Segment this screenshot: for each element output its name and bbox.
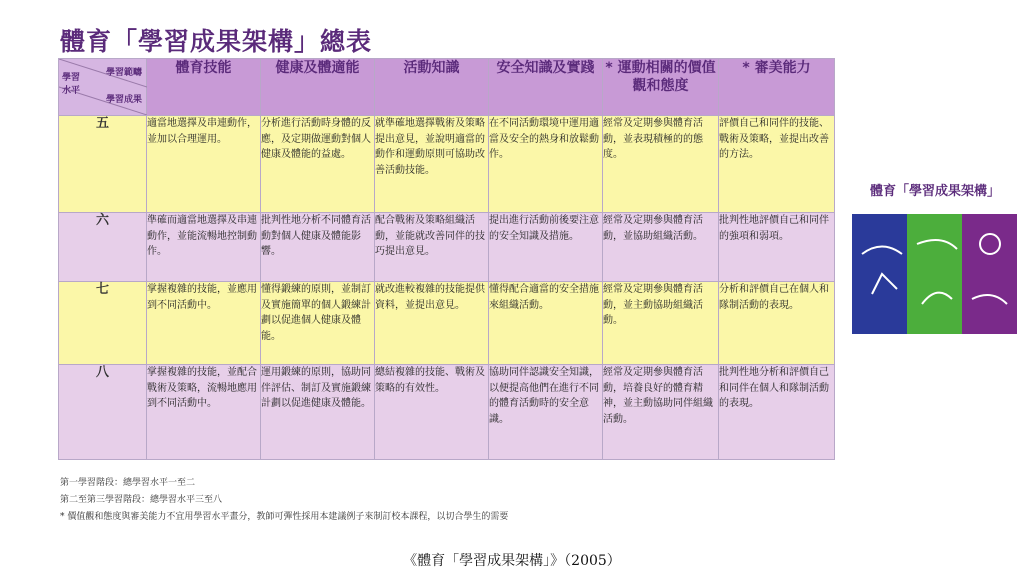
table-row xyxy=(59,282,835,365)
footnote: 第一學習階段：總學習水平一至二 xyxy=(60,478,196,488)
cover-image xyxy=(852,172,1018,348)
corner-outcome-label: 學習成果 xyxy=(105,95,142,105)
table-cell: 經常及定期參與體育活動，並協助組織活動。 xyxy=(603,213,719,282)
table-cell: 批判性地分析和評價自己和同伴在個人和隊制活動的表現。 xyxy=(719,365,835,460)
table-cell: 經常及定期參與體育活動，培養良好的體育精神，並主動協助同伴組織活動。 xyxy=(603,365,719,460)
header-health-fitness: 健康及體適能 xyxy=(261,59,375,116)
table-corner xyxy=(59,59,147,116)
table-cell: 批判性地評價自己和同伴的強項和弱項。 xyxy=(719,213,835,282)
table-cell: 懂得鍛練的原則，並制訂及實施簡單的個人鍛練計劃以促進個人健康及體能。 xyxy=(261,282,375,365)
table-cell: 評價自己和同伴的技能、戰術及策略，並提出改善的方法。 xyxy=(719,116,835,213)
table-cell: 就改進較複雜的技能提供資料，並提出意見。 xyxy=(375,282,489,365)
corner-domain-label: 學習範疇 xyxy=(105,68,142,78)
table-cell: 總結複雜的技能、戰術及策略的有效性。 xyxy=(375,365,489,460)
table-cell: 適當地選擇及串連動作，並加以合理運用。 xyxy=(147,116,261,213)
footnotes xyxy=(60,475,508,526)
table-cell: 協助同伴認識安全知識，以便提高他們在進行不同的體育活動時的安全意識。 xyxy=(489,365,603,460)
table-cell: 分析和評價自己在個人和隊制活動的表現。 xyxy=(719,282,835,365)
table-cell: 掌握複雜的技能，並應用到不同活動中。 xyxy=(147,282,261,365)
header-skills: 體育技能 xyxy=(147,59,261,116)
level-label: 七 xyxy=(59,282,147,365)
corner-level-label: 學習 水平 xyxy=(62,73,81,96)
table-row xyxy=(59,116,835,213)
table-cell: 運用鍛練的原則，協助同伴評估、制訂及實施鍛練計劃以促進健康及體能。 xyxy=(261,365,375,460)
table-cell: 分析進行活動時身體的反應，及定期做運動對個人健康及體能的益處。 xyxy=(261,116,375,213)
table-cell: 批判性地分析不同體育活動對個人健康及體能影響。 xyxy=(261,213,375,282)
cover-title: 體育「學習成果架構」 xyxy=(870,184,1001,199)
level-label: 八 xyxy=(59,365,147,460)
footnote: 第二至第三學習階段：總學習水平三至八 xyxy=(60,495,223,505)
table-row xyxy=(59,213,835,282)
table-cell: 掌握複雜的技能，並配合戰術及策略，流暢地應用到不同活動中。 xyxy=(147,365,261,460)
header-aesthetics: * 審美能力 xyxy=(719,59,835,116)
table-cell: 經常及定期參與體育活動，並主動協助組織活動。 xyxy=(603,282,719,365)
header-row xyxy=(59,59,835,116)
footnote: * 價值觀和態度與審美能力不宜用學習水平畫分，教師可彈性採用本建議例子來制訂校本課程，以切合學生的需要 xyxy=(60,512,509,522)
table-cell: 在不同活動環境中運用適當及安全的熱身和放鬆動作。 xyxy=(489,116,603,213)
level-label: 六 xyxy=(59,213,147,282)
table-cell: 配合戰術及策略組織活動，並能就改善同伴的技巧提出意見。 xyxy=(375,213,489,282)
level-label: 五 xyxy=(59,116,147,213)
table-cell: 經常及定期參與體育活動，並表現積極的的態度。 xyxy=(603,116,719,213)
header-values-attitudes: * 運動相關的價值觀和態度 xyxy=(603,59,719,116)
table-cell: 懂得配合適當的安全措施來組織活動。 xyxy=(489,282,603,365)
caption: 《體育「學習成果架構」》（2005） xyxy=(403,553,621,569)
table-cell: 提出進行活動前後要注意的安全知識及措施。 xyxy=(489,213,603,282)
header-activity-knowledge: 活動知識 xyxy=(375,59,489,116)
table-row xyxy=(59,365,835,460)
table-cell: 準確而適當地選擇及串連動作，並能流暢地控制動作。 xyxy=(147,213,261,282)
page-title: 體育「學習成果架構」總表 xyxy=(60,27,373,56)
header-safety: 安全知識及實踐 xyxy=(489,59,603,116)
sports-figures-icon xyxy=(852,214,1018,334)
table-cell: 就準確地選擇戰術及策略提出意見，並說明適當的動作和運動原則可協助改善活動技能。 xyxy=(375,116,489,213)
outcomes-table xyxy=(58,58,835,460)
